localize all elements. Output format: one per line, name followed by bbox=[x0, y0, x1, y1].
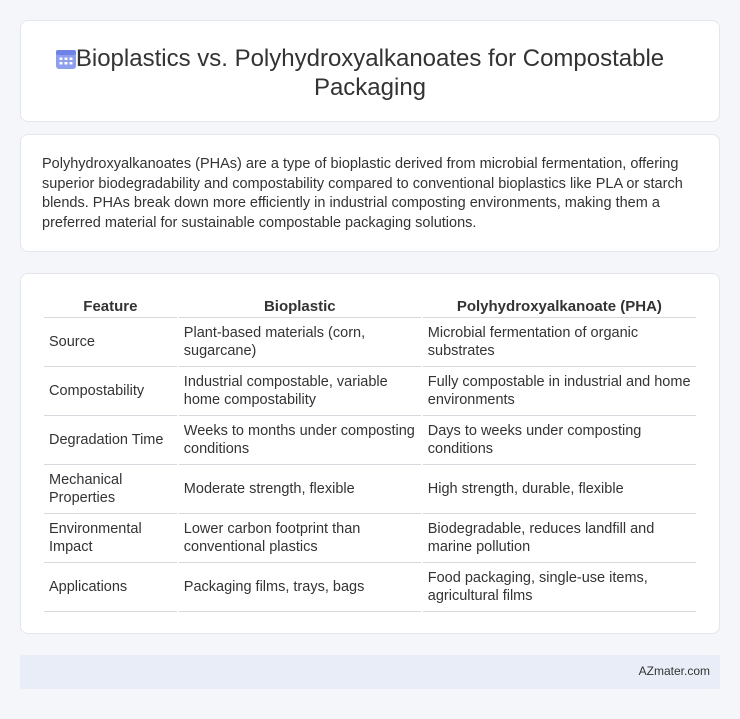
comparison-table bbox=[42, 296, 698, 612]
page-title: Bioplastics vs. Polyhydroxyalkanoates for Compostable Packaging bbox=[75, 45, 665, 101]
row-bioplastic: Moderate strength, flexible bbox=[179, 465, 421, 514]
row-pha: High strength, durable, flexible bbox=[423, 465, 696, 514]
row-pha: Food packaging, single-use items, agricultural films bbox=[423, 563, 696, 612]
row-bioplastic: Packaging films, trays, bags bbox=[179, 563, 421, 612]
footer-bar bbox=[20, 655, 720, 689]
intro-card bbox=[20, 134, 720, 252]
row-feature: Degradation Time bbox=[44, 416, 177, 465]
table-row bbox=[44, 514, 696, 563]
row-feature: Compostability bbox=[44, 367, 177, 416]
row-pha: Fully compostable in industrial and home environments bbox=[423, 367, 696, 416]
row-bioplastic: Industrial compostable, variable home compostability bbox=[179, 367, 421, 416]
table-row bbox=[44, 318, 696, 367]
table-header-row bbox=[44, 296, 696, 318]
row-pha: Microbial fermentation of organic substrates bbox=[423, 318, 696, 367]
table-row bbox=[44, 416, 696, 465]
row-feature: Applications bbox=[44, 563, 177, 612]
comparison-card bbox=[20, 273, 720, 634]
intro-paragraph: Polyhydroxyalkanoates (PHAs) are a type of bioplastic derived from microbial fermentation, offering superior biodegradability and compostability compared to conventional bioplastics like PLA or starch blends. PHAs break down more efficiently in industrial composting environments, making them a preferred material for sustainable compostable packaging solutions. bbox=[42, 156, 683, 231]
table-row bbox=[44, 367, 696, 416]
row-bioplastic: Plant-based materials (corn, sugarcane) bbox=[179, 318, 421, 367]
header-pha: Polyhydroxyalkanoate (PHA) bbox=[423, 296, 696, 318]
row-pha: Days to weeks under composting conditions bbox=[423, 416, 696, 465]
footer-source: AZmater.com bbox=[638, 664, 710, 678]
row-feature: Mechanical Properties bbox=[44, 465, 177, 514]
row-feature: Source bbox=[44, 318, 177, 367]
row-feature: Environmental Impact bbox=[44, 514, 177, 563]
table-row bbox=[44, 563, 696, 612]
table-row bbox=[44, 465, 696, 514]
header-bioplastic: Bioplastic bbox=[179, 296, 421, 318]
header-feature: Feature bbox=[44, 296, 177, 318]
row-pha: Biodegradable, reduces landfill and marine pollution bbox=[423, 514, 696, 563]
row-bioplastic: Weeks to months under composting conditions bbox=[179, 416, 421, 465]
title-card bbox=[20, 20, 720, 122]
row-bioplastic: Lower carbon footprint than conventional plastics bbox=[179, 514, 421, 563]
